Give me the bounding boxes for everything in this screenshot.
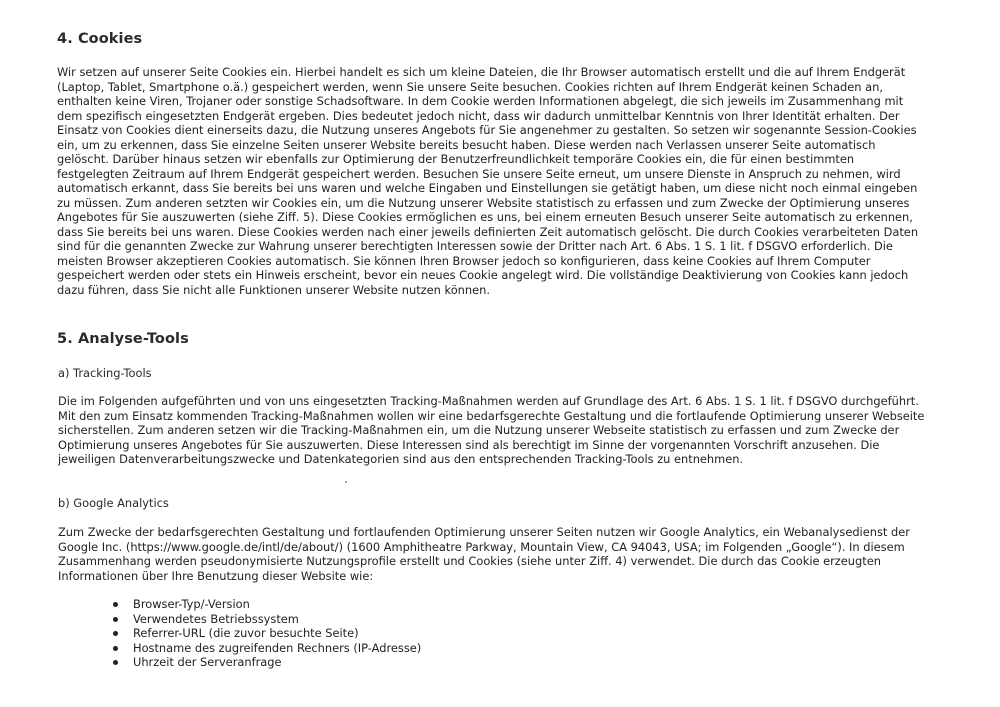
cookies-paragraph-line: meisten Browser akzeptieren Cookies automatisch. Sie können Ihren Browser jedoch so konfigurieren, dass keine Cookies auf Ihrem Computer xyxy=(57,253,871,268)
subheading-tracking-tools: a) Tracking-Tools xyxy=(58,366,152,380)
list-item-text: Browser-Typ/-Version xyxy=(133,597,250,611)
cookies-paragraph-line: Angebotes für Sie auszuwerten (siehe Ziff. 5). Diese Cookies ermöglichen es uns, bei einem erneuten Besuch unserer Seite automatisch zu erkennen, xyxy=(57,210,913,224)
list-item-text: Hostname des zugreifenden Rechners (IP-Adresse) xyxy=(133,640,422,655)
list-item xyxy=(133,612,421,627)
bullet-dot-icon xyxy=(113,646,118,651)
cookies-paragraph xyxy=(57,65,918,297)
list-item xyxy=(133,655,421,670)
tracking-paragraph-line: Optimierung unseres Angebotes für Sie auszuwerten. Diese Interessen sind als berechtigt im Sinne der vorgenannten Vorschrift anzusehen. Die xyxy=(58,437,880,452)
cookies-paragraph-line: ein, um zu erkennen, dass Sie einzelne Seiten unserer Website bereits besucht haben. Diese werden nach Verlassen unserer Seite automatisch xyxy=(57,137,876,152)
bullet-dot-icon xyxy=(113,660,118,665)
collected-data-list xyxy=(133,597,421,670)
list-item-text: Uhrzeit der Serveranfrage xyxy=(133,655,282,670)
cookies-paragraph-line: Wir setzen auf unserer Seite Cookies ein. Hierbei handelt es sich um kleine Dateien, die Ihr Browser automatisch erstellt und die auf Ihrem Endgerät xyxy=(57,65,906,79)
tracking-paragraph-line: Die im Folgenden aufgeführten und von uns eingesetzten Tracking-Maßnahmen werden auf Grundlage des Art. 6 Abs. 1 S. 1 lit. f DSGVO durchgeführt. xyxy=(58,394,919,408)
cookies-paragraph-line: dem spezifisch eingesetzten Endgerät ergeben. Dies bedeutet jedoch nicht, dass wir dadurch unmittelbar Kenntnis von Ihrer Identität erhalten. Der xyxy=(57,108,900,123)
bullet-dot-icon xyxy=(113,617,118,622)
cookies-paragraph-line: dazu führen, dass Sie nicht alle Funktionen unserer Website nutzen können. xyxy=(57,282,490,297)
cookies-paragraph-line: gespeichert werden oder stets ein Hinweis erscheint, bevor ein neues Cookie angelegt wird. Die vollständige Deaktivierung von Cookies kann jedoch xyxy=(57,268,909,282)
google-analytics-paragraph-line: Google Inc. (https://www.google.de/intl/de/about/) (1600 Amphitheatre Parkway, Mountain View, CA 94043, USA; im Folgenden „Google“). In diesem xyxy=(58,539,905,554)
google-analytics-paragraph-line: Zusammenhang werden pseudonymisierte Nutzungsprofile erstellt und Cookies (siehe unter Ziff. 4) verwendet. Die durch das Cookie erzeugten xyxy=(58,554,881,568)
cookies-paragraph-line: zu müssen. Zum anderen setzten wir Cookies ein, um die Nutzung unserer Website statistisch zu erfassen und zum Zwecke der Optimierung unseres xyxy=(57,195,910,210)
list-item xyxy=(133,597,421,612)
cookies-paragraph-line: enthalten keine Viren, Trojaner oder sonstige Schadsoftware. In dem Cookie werden Informationen abgelegt, die sich jeweils im Zusammenhang mit xyxy=(57,94,904,108)
cookies-paragraph-line: Einsatz von Cookies dient einerseits dazu, die Nutzung unseres Angebots für Sie angenehmer zu gestalten. So setzen wir sogenannte Session-Cookies xyxy=(57,123,917,137)
tracking-paragraph-line: Mit den zum Einsatz kommenden Tracking-Maßnahmen wollen wir eine bedarfsgerechte Gestaltung und die fortlaufende Optimierung unserer Webseite xyxy=(58,408,925,423)
google-analytics-paragraph-line: Informationen über Ihre Benutzung dieser Website wie: xyxy=(58,568,374,583)
tracking-paragraph-line: jeweiligen Datenverarbeitungszwecke und Datenkategorien sind aus den entsprechenden Tracking-Tools zu entnehmen. xyxy=(58,452,744,466)
tracking-paragraph-line: sicherstellen. Zum anderen setzen wir die Tracking-Maßnahmen ein, um die Nutzung unserer Webseite statistisch zu erfassen und zum Zwecke der xyxy=(58,423,900,437)
list-item xyxy=(133,641,421,656)
subheading-google-analytics: b) Google Analytics xyxy=(58,496,169,510)
bullet-dot-icon xyxy=(113,602,118,607)
tracking-paragraph xyxy=(58,394,924,467)
list-item-text: Referrer-URL (die zuvor besuchte Seite) xyxy=(133,626,359,641)
list-item-text: Verwendetes Betriebssystem xyxy=(133,611,299,626)
section-heading-analyse-tools: 5. Analyse-Tools xyxy=(57,331,189,347)
cookies-paragraph-line: automatisch erkannt, dass Sie bereits bei uns waren und welche Eingaben und Einstellungen sie getätigt haben, um diese nicht noch einmal eingeben xyxy=(57,181,918,195)
google-analytics-paragraph-line: Zum Zwecke der bedarfsgerechten Gestaltung und fortlaufenden Optimierung unserer Seiten nutzen wir Google Analytics, ein Webanalysedienst der xyxy=(58,525,910,539)
cookies-paragraph-line: dass Sie bereits bei uns waren. Diese Cookies werden nach einer jeweils definierten Zeit automatisch gelöscht. Die durch Cookies verarbeiteten Daten xyxy=(57,224,919,239)
cookies-paragraph-line: gelöscht. Darüber hinaus setzen wir ebenfalls zur Optimierung der Benutzerfreundlichkeit temporäre Cookies ein, die für einen bestimmten xyxy=(57,152,855,166)
scan-speck xyxy=(345,481,347,483)
cookies-paragraph-line: festgelegten Zeitraum auf Ihrem Endgerät gespeichert werden. Besuchen Sie unsere Seite erneut, um unsere Dienste in Anspruch zu nehmen, wird xyxy=(57,166,901,181)
section-heading-cookies: 4. Cookies xyxy=(57,31,143,47)
list-item xyxy=(133,626,421,641)
bullet-dot-icon xyxy=(113,631,118,636)
cookies-paragraph-line: (Laptop, Tablet, Smartphone o.ä.) gespeichert werden, wenn Sie unsere Seite besuchen. Cookies richten auf Ihrem Endgerät keinen Schaden an, xyxy=(57,79,883,94)
google-analytics-paragraph xyxy=(58,525,910,583)
cookies-paragraph-line: sind für die genannten Zwecke zur Wahrung unserer berechtigten Interessen sowie der Dritter nach Art. 6 Abs. 1 S. 1 lit. f DSGVO erforderlich. Die xyxy=(57,239,893,253)
